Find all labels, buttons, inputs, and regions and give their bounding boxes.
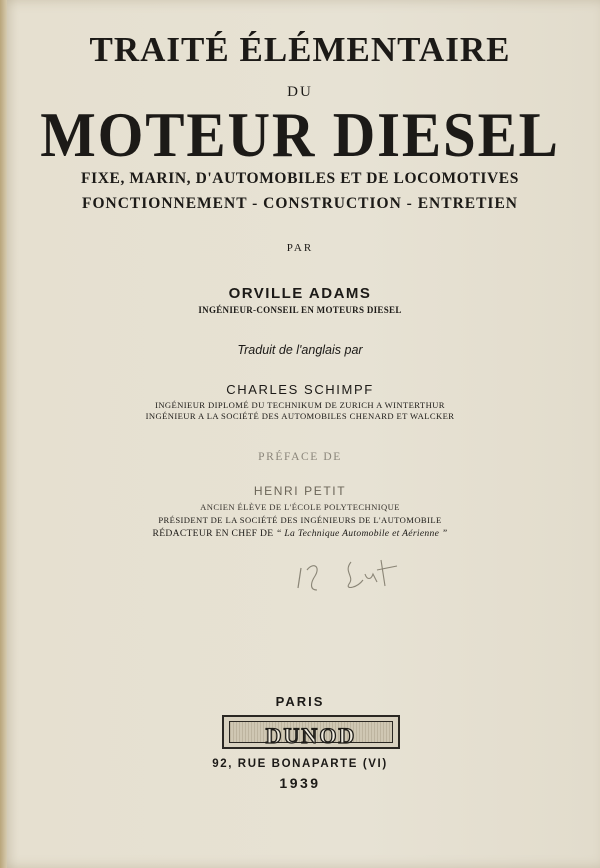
publisher-logo-text: DUNOD bbox=[265, 723, 357, 748]
main-title: MOTEUR DIESEL bbox=[40, 99, 560, 170]
preface-author-name: HENRI PETIT bbox=[253, 484, 347, 498]
author-name: ORVILLE ADAMS bbox=[228, 285, 372, 302]
publication-year: 1939 bbox=[279, 775, 321, 791]
preface-role-3-prefix: RÉDACTEUR EN CHEF DE bbox=[152, 528, 274, 539]
publisher-logo-frame bbox=[229, 721, 393, 748]
translation-intro: Traduit de l'anglais par bbox=[237, 343, 363, 357]
title-du: DU bbox=[287, 84, 313, 100]
page-edge bbox=[0, 0, 7, 868]
journal-title: “ La Technique Automobile et Aérienne ” bbox=[276, 528, 448, 539]
publisher-logo bbox=[222, 715, 400, 749]
preface-role-3 bbox=[0, 528, 600, 539]
preface-label: PRÉFACE DE bbox=[258, 451, 342, 463]
publisher-city: PARIS bbox=[275, 694, 325, 709]
by-label: PAR bbox=[286, 242, 314, 254]
translator-name: CHARLES SCHIMPF bbox=[226, 382, 374, 397]
preface-role-1: ANCIEN ÉLÈVE DE L'ÉCOLE POLYTECHNIQUE bbox=[200, 502, 400, 512]
subtitle-line2: FONCTIONNEMENT - CONSTRUCTION - ENTRETIEN bbox=[81, 195, 518, 212]
preface-role-2: PRÉSIDENT DE LA SOCIÉTÉ DES INGÉNIEURS DE L'AUTOMOBILE bbox=[158, 515, 442, 525]
subtitle-line1: FIXE, MARIN, D'AUTOMOBILES ET DE LOCOMOTIVES bbox=[81, 170, 519, 187]
translator-role-2: INGÉNIEUR A LA SOCIÉTÉ DES AUTOMOBILES CHENARD ET WALCKER bbox=[145, 411, 455, 421]
author-role: INGÉNIEUR-CONSEIL EN MOTEURS DIESEL bbox=[198, 305, 402, 315]
publisher-address: 92, RUE BONAPARTE (VI) bbox=[212, 758, 388, 770]
handwritten-annotation bbox=[293, 550, 413, 595]
title-line1: TRAITÉ ÉLÉMENTAIRE bbox=[89, 30, 511, 69]
translator-role-1: INGÉNIEUR DIPLOMÉ DU TECHNIKUM DE ZURICH A WINTERTHUR bbox=[155, 400, 445, 410]
